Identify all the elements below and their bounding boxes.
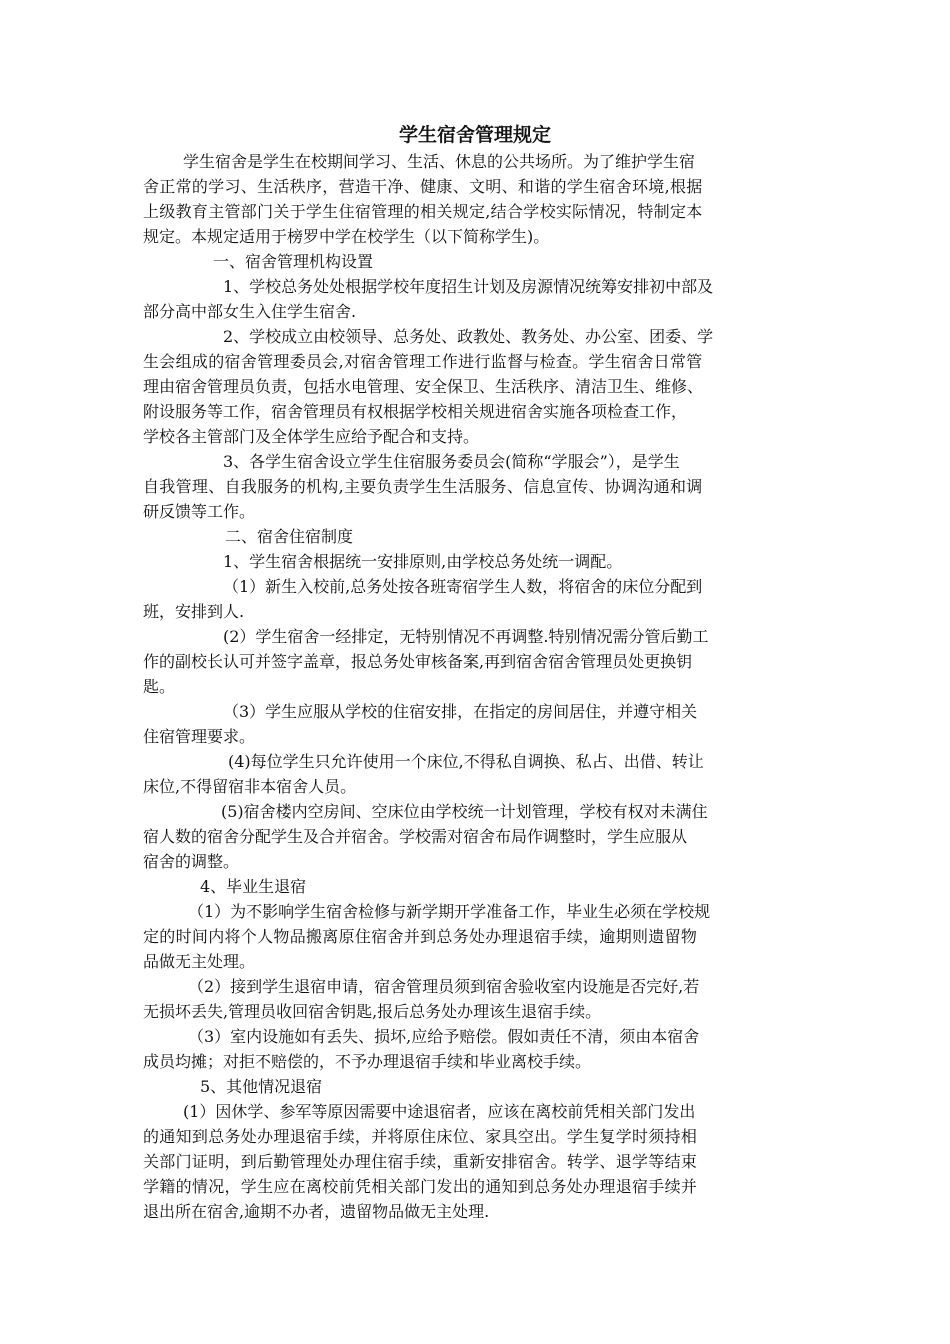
text-line: 部分高中部女生入住学生宿舍. <box>143 302 357 321</box>
text-line: （1）为不影响学生宿舍检修与新学期开学准备工作，毕业生必须在学校规 <box>188 902 711 921</box>
text-line: （2）接到学生退宿申请，宿舍管理员须到宿舍验收室内设施是否完好,若 <box>188 977 700 996</box>
text-line: 2、学校成立由校领导、总务处、政教处、教务处、办公室、团委、学 <box>223 327 714 346</box>
text-line: 1、学校总务处处根据学校年度招生计划及房源情况统筹安排初中部及 <box>223 277 714 296</box>
text-line: (2）学生宿舍一经排定，无特别情况不再调整.特别情况需分管后勤工 <box>223 627 709 646</box>
text-line: 匙。 <box>143 677 176 696</box>
text-line: 定的时间内将个人物品搬离原住宿舍并到总务处办理退宿手续，逾期则遗留物 <box>143 927 698 946</box>
text-line: 上级教育主管部门关于学生住宿管理的相关规定,结合学校实际情况，特制定本 <box>143 202 703 221</box>
text-line: 自我管理、自我服务的机构,主要负责学生生活服务、信息宣传、协调沟通和调 <box>143 477 703 496</box>
text-line: 生会组成的宿舍管理委员会,对宿舍管理工作进行监督与检查。学生宿舍日常管 <box>143 352 703 371</box>
text-line: 品做无主处理。 <box>143 952 256 971</box>
text-line: 附设服务等工作，宿舍管理员有权根据学校相关规进宿舍实施各项检查工作， <box>143 402 688 421</box>
text-line: 宿舍的调整。 <box>143 852 240 871</box>
text-line: (1）因休学、参军等原因需要中途退宿者，应该在离校前凭相关部门发出 <box>183 1102 696 1121</box>
section-heading: 一、宿舍管理机构设置 <box>213 252 374 271</box>
text-line: (5)宿舍楼内空房间、空床位由学校统一计划管理，学校有权对未满住 <box>221 802 708 821</box>
text-line: 班，安排到人. <box>143 602 245 621</box>
text-line: 理由宿舍管理员负责，包括水电管理、安全保卫、生活秩序、清洁卫生、维修、 <box>143 377 704 396</box>
text-line: （1）新生入校前,总务处按各班寄宿学生人数，将宿舍的床位分配到 <box>223 577 703 596</box>
text-line: （3）室内设施如有丢失、损坏,应给予赔偿。假如责任不清，须由本宿舍 <box>188 1027 700 1046</box>
text-line: 3、各学生宿舍设立学生住宿服务委员会(简称“学服会”），是学生 <box>223 452 680 471</box>
document-title: 学生宿舍管理规定 <box>398 124 551 146</box>
text-line: 住宿管理要求。 <box>143 727 256 746</box>
text-line: 无损坏丢失,管理员收回宿舍钥匙,报后总务处办理该生退宿手续。 <box>143 1002 602 1021</box>
text-line: 学生宿舍是学生在校期间学习、生活、休息的公共场所。为了维护学生宿 <box>183 152 696 171</box>
text-line: 作的副校长认可并签字盖章，报总务处审核备案,再到宿舍宿舍管理员处更换钥 <box>143 652 693 671</box>
section-heading: 4、毕业生退宿 <box>200 877 307 896</box>
text-line: 床位,不得留宿非本宿舍人员。 <box>143 777 357 796</box>
section-heading: 5、其他情况退宿 <box>200 1077 323 1096</box>
text-line: 关部门证明，到后勤管理处办理住宿手续，重新安排宿舍。转学、退学等结束 <box>143 1152 698 1171</box>
text-line: 研反馈等工作。 <box>143 502 256 521</box>
text-line: (4)每位学生只允许使用一个床位,不得私自调换、私占、出借、转让 <box>228 752 704 771</box>
text-line: 的通知到总务处办理退宿手续，并将原住床位、家具空出。学生复学时须持相 <box>143 1127 698 1146</box>
text-line: 学校各主管部门及全体学生应给予配合和支持。 <box>143 427 480 446</box>
text-line: 学籍的情况，学生应在离校前凭相关部门发出的通知到总务处办理退宿手续并 <box>143 1177 698 1196</box>
text-line: 成员均摊；对拒不赔偿的，不予办理退宿手续和毕业离校手续。 <box>143 1052 592 1071</box>
text-line: 1、学生宿舍根据统一安排原则,由学校总务处统一调配。 <box>223 552 623 571</box>
text-line: 规定。本规定适用于榜罗中学在校学生（以下简称学生)。 <box>143 227 550 246</box>
text-line: 退出所在宿舍,逾期不办者，遗留物品做无主处理. <box>143 1202 490 1221</box>
text-line: （3）学生应服从学校的住宿安排，在指定的房间居住，并遵守相关 <box>223 702 698 721</box>
text-line: 舍正常的学习、生活秩序，营造干净、健康、文明、和谐的学生宿舍环境,根据 <box>143 177 703 196</box>
text-line: 宿人数的宿舍分配学生及合并宿舍。学校需对宿舍布局作调整时，学生应服从 <box>143 827 688 846</box>
section-heading: 二、宿舍住宿制度 <box>225 527 354 546</box>
